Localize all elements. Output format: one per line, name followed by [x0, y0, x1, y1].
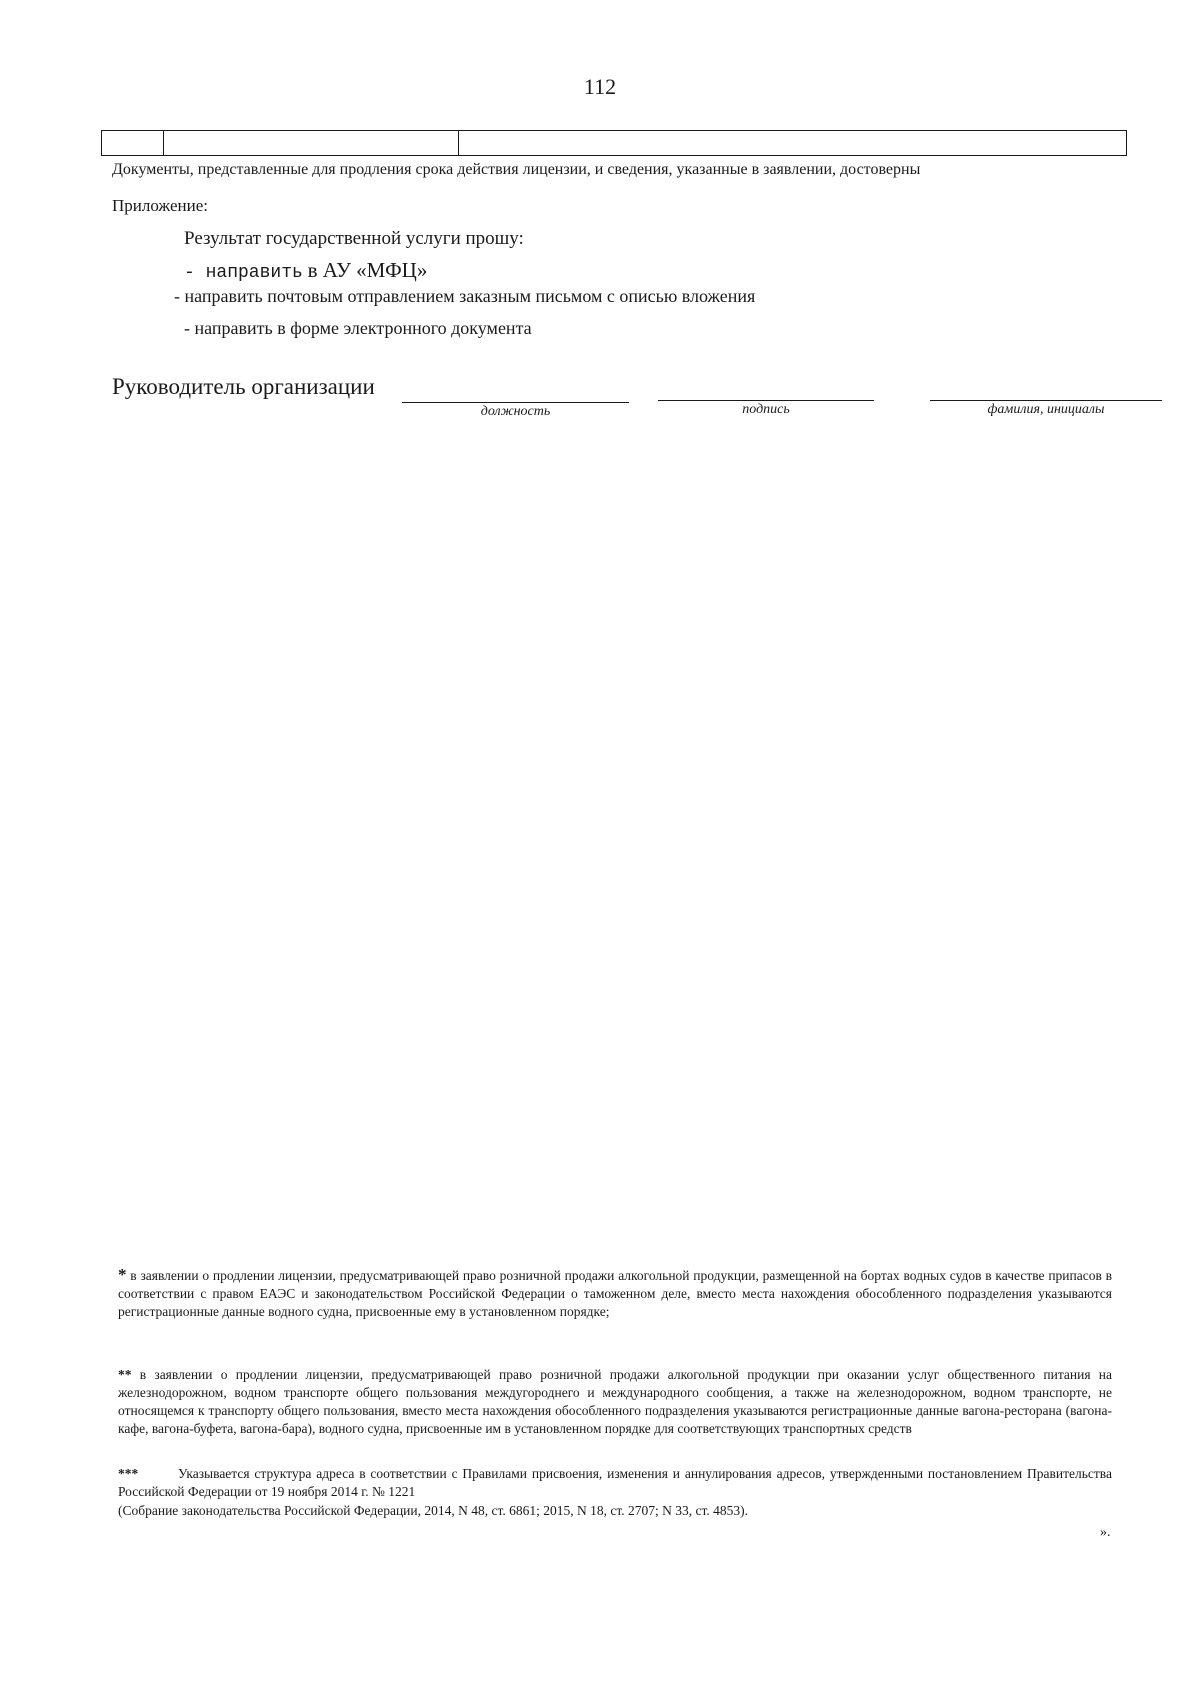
- position-caption: должность: [480, 404, 551, 419]
- legislation-collection-reference: (Собрание законодательства Российской Федерации, 2014, N 48, ст. 6861; 2015, N 18, ст. 2707; N 33, ст. 4853).: [118, 1503, 748, 1518]
- name-caption: фамилия, инициалы: [987, 402, 1105, 417]
- signature-caption: подпись: [742, 402, 790, 417]
- table-cell: [102, 131, 164, 156]
- option-send-to-mfc: [184, 258, 427, 283]
- option-mfc-target: в АУ «МФЦ»: [307, 258, 428, 282]
- signer-label: Руководитель организации: [112, 374, 375, 399]
- footnote-2: [118, 1366, 1112, 1438]
- footnote-3: [118, 1465, 1112, 1501]
- attestation-statement: Документы, представленные для продления срока действия лицензии, и сведения, указанные в заявлении, достоверны: [112, 161, 921, 178]
- table-row: [102, 131, 1127, 156]
- page-number: 112: [583, 74, 617, 99]
- position-line: [402, 402, 629, 403]
- table-cell: [164, 131, 459, 156]
- footnote-1-mark: *: [118, 1265, 127, 1284]
- name-line: [930, 400, 1162, 401]
- footnote-1: [118, 1266, 1112, 1321]
- footnote-2-mark: **: [118, 1367, 132, 1382]
- table-cell: [459, 131, 1127, 156]
- form-table-bottom-row: [101, 130, 1127, 156]
- option-send-electronic: - направить в форме электронного документа: [184, 318, 532, 338]
- footnote-3-text: Указывается структура адреса в соответствии с Правилами присвоения, изменения и аннулирования адресов, утвержденными постановлением Правительства Российской Федерации от 19 ноября 2014 г. № 1221: [118, 1466, 1112, 1499]
- footnote-1-text: в заявлении о продлении лицензии, предусматривающей право розничной продажи алкогольной продукции, размещенной на бортах водных судов в качестве припасов в соответствии с правом ЕАЭС и законодательством Российской Федерации о таможенном деле, вместо места нахождения обособленного подразделения указываются регистрационные данные водного судна, присвоенные ему в установленном порядке;: [118, 1268, 1113, 1319]
- result-intro: Результат государственной услуги прошу:: [184, 228, 524, 249]
- option-send-by-mail: - направить почтовым отправлением заказным письмом с описью вложения: [174, 286, 756, 306]
- footnote-2-text: в заявлении о продлении лицензии, предусматривающей право розничной продажи алкогольной продукции при оказании услуг общественного питания на железнодорожном, водном транспорте общего пользования междугороднего и международного сообщения, а также на железнодорожном, водном транспорте, не относящемся к транспорту общего пользования, вместо места нахождения обособленного подразделения указываются регистрационные данные вагона-ресторана (вагона-кафе, вагона-буфета, вагона-бара), водного судна, присвоенные им в установленном порядке для соответствующих транспортных средств: [118, 1367, 1113, 1436]
- closing-quote: ».: [1100, 1525, 1111, 1540]
- signature-line: [658, 400, 874, 401]
- footnote-3-mark: ***: [118, 1466, 139, 1481]
- appendix-label: Приложение:: [112, 196, 208, 215]
- option-mfc-prefix: - направить: [184, 263, 303, 283]
